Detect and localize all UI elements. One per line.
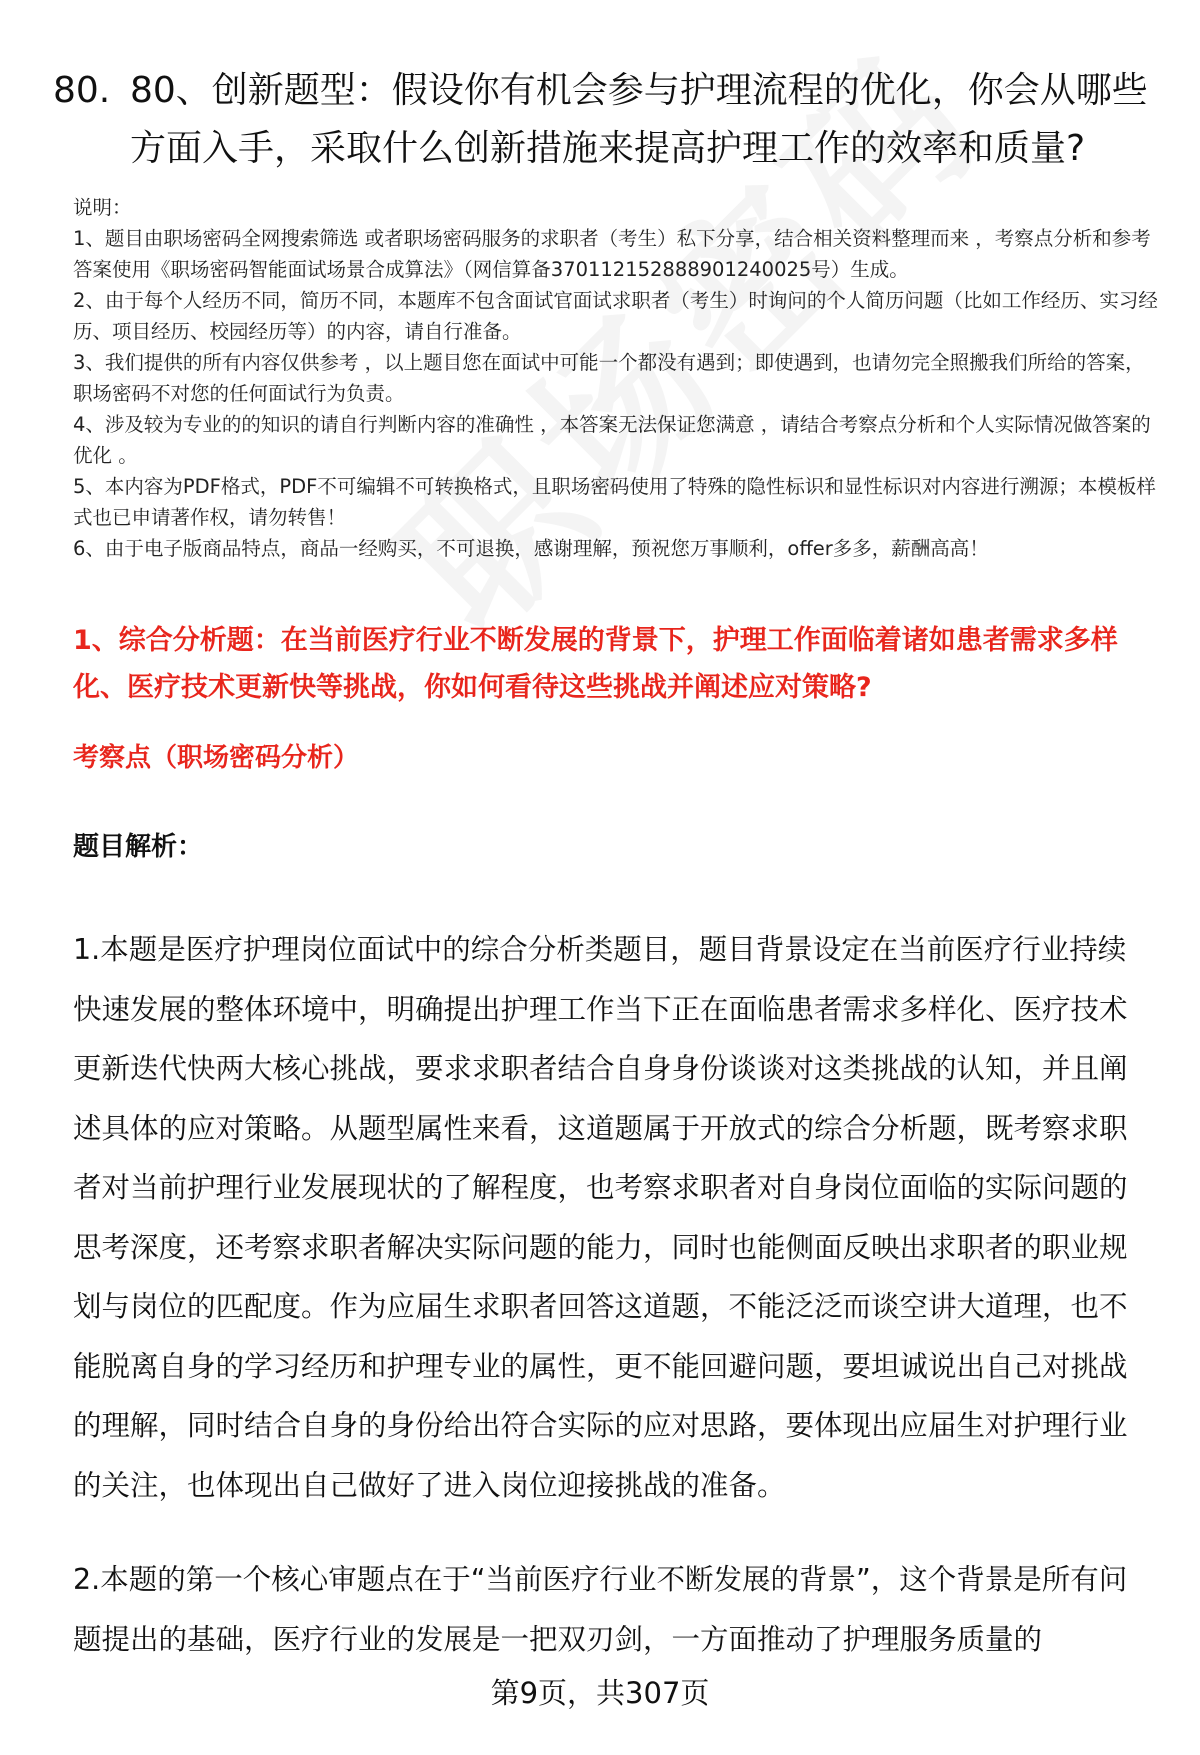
notes-item: 6、由于电子版商品特点，商品一经购买，不可退换，感谢理解，预祝您万事顺利，offer多多，薪酬高高！ bbox=[73, 537, 989, 560]
sub-question-heading: 1、综合分析题：在当前医疗行业不断发展的背景下，护理工作面临着诸如患者需求多样化、医疗技术更新快等挑战，你如何看待这些挑战并阐述应对策略? bbox=[73, 625, 1118, 703]
notes-item: 3、我们提供的所有内容仅供参考 ，以上题目您在面试中可能一个都没有遇到；即使遇到，也请勿完全照搬我们所给的答案，职场密码不对您的任何面试行为负责。 bbox=[73, 351, 1145, 405]
question-title bbox=[53, 62, 1153, 178]
question-number: 80. bbox=[53, 70, 111, 111]
page-footer: 第9页，共307页 bbox=[490, 1676, 710, 1710]
analysis-paragraph: 2.本题的第一个核心审题点在于“当前医疗行业不断发展的背景”，这个背景是所有问题提出的基础，医疗行业的发展是一把双刃剑，一方面推动了护理服务质量的 bbox=[73, 1563, 1128, 1656]
analysis-paragraph: 1.本题是医疗护理岗位面试中的综合分析类题目，题目背景设定在当前医疗行业持续快速发展的整体环境中，明确提出护理工作当下正在面临患者需求多样化、医疗技术更新迭代快两大核心挑战，要求求职者结合自身身份谈谈对这类挑战的认知，并且阐述具体的应对策略。从题型属性来看，这道题属于开放式的综合分析题，既考察求职者对当前护理行业发展现状的了解程度，也考察求职者对自身岗位面临的实际问题的思考深度，还考察求职者解决实际问题的能力，同时也能侧面反映出求职者的职业规划与岗位的匹配度。作为应届生求职者回答这道题，不能泛泛而谈空讲大道理，也不能脱离自身的学习经历和护理专业的属性，更不能回避问题，要坦诚说出自己对挑战的理解，同时结合自身的身份给出符合实际的应对思路，要体现出应届生对护理行业的关注，也体现出自己做好了进入岗位迎接挑战的准备。 bbox=[73, 933, 1128, 1502]
analysis-heading: 题目解析： bbox=[73, 832, 204, 862]
notes-item: 2、由于每个人经历不同，简历不同，本题库不包含面试官面试求职者（考生）时询问的个人简历问题（比如工作经历、实习经历、项目经历、校园经历等）的内容，请自行准备。 bbox=[73, 289, 1158, 343]
question-text: 80、创新题型：假设你有机会参与护理流程的优化，你会从哪些方面入手，采取什么创新措施来提高护理工作的效率和质量? bbox=[130, 70, 1148, 169]
kaocha-label: 考察点（职场密码分析） bbox=[73, 743, 360, 773]
notes-section bbox=[73, 192, 1163, 564]
notes-heading: 说明： bbox=[73, 196, 132, 219]
notes-item: 1、题目由职场密码全网搜索筛选 或者职场密码服务的求职者（考生）私下分享，结合相关资料整理而来 ，考察点分析和参考答案使用《职场密码智能面试场景合成算法》（网信算备370112152888901240025号）生成。 bbox=[73, 227, 1151, 281]
notes-item: 4、涉及较为专业的的知识的请自行判断内容的准确性 ，本答案无法保证您满意 ，请结合考察点分析和个人实际情况做答案的优化 。 bbox=[73, 413, 1151, 467]
notes-item: 5、本内容为PDF格式，PDF不可编辑不可转换格式，且职场密码使用了特殊的隐性标识和显性标识对内容进行溯源；本模板样式也已申请著作权，请勿转售！ bbox=[73, 475, 1156, 529]
